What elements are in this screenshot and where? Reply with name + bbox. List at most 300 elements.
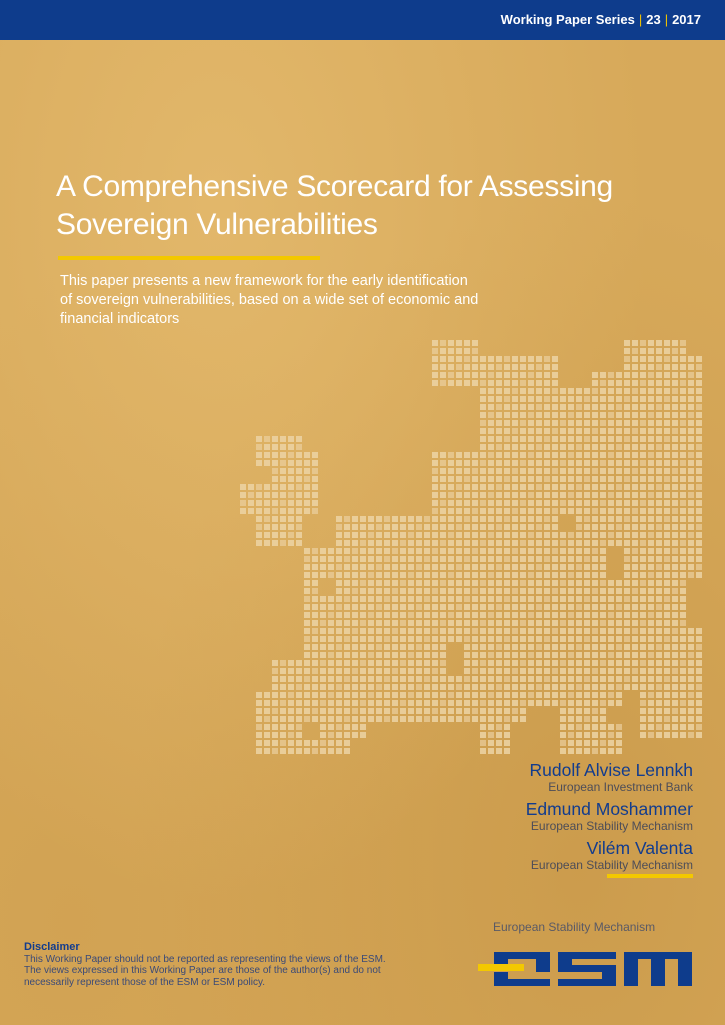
map-dot	[648, 596, 654, 602]
map-dot	[680, 348, 686, 354]
map-dot	[456, 380, 462, 386]
map-dot	[400, 604, 406, 610]
map-dot	[592, 740, 598, 746]
map-dot	[648, 428, 654, 434]
map-dot	[672, 380, 678, 386]
map-dot	[368, 620, 374, 626]
map-dot	[520, 676, 526, 682]
map-dot	[688, 468, 694, 474]
map-dot	[352, 636, 358, 642]
map-dot	[576, 452, 582, 458]
map-dot	[568, 708, 574, 714]
map-dot	[536, 636, 542, 642]
map-dot	[304, 492, 310, 498]
map-dot	[344, 636, 350, 642]
map-dot	[360, 708, 366, 714]
map-dot	[472, 692, 478, 698]
map-dot	[672, 620, 678, 626]
map-dot	[536, 660, 542, 666]
map-dot	[696, 364, 702, 370]
map-dot	[696, 684, 702, 690]
map-dot	[464, 468, 470, 474]
map-dot	[632, 580, 638, 586]
map-dot	[624, 676, 630, 682]
map-dot	[384, 588, 390, 594]
map-dot	[624, 428, 630, 434]
map-dot	[520, 460, 526, 466]
map-dot	[336, 740, 342, 746]
map-dot	[632, 548, 638, 554]
map-dot	[640, 396, 646, 402]
map-dot	[432, 668, 438, 674]
map-dot	[568, 476, 574, 482]
map-dot	[520, 356, 526, 362]
map-dot	[504, 724, 510, 730]
map-dot	[408, 556, 414, 562]
map-dot	[576, 564, 582, 570]
map-dot	[592, 588, 598, 594]
map-dot	[688, 684, 694, 690]
map-dot	[400, 636, 406, 642]
map-dot	[680, 364, 686, 370]
map-dot	[432, 500, 438, 506]
map-dot	[680, 580, 686, 586]
map-dot	[456, 348, 462, 354]
map-dot	[288, 692, 294, 698]
map-dot	[584, 500, 590, 506]
map-dot	[680, 684, 686, 690]
map-dot	[384, 564, 390, 570]
map-dot	[640, 404, 646, 410]
map-dot	[568, 604, 574, 610]
map-dot	[424, 548, 430, 554]
map-dot	[296, 500, 302, 506]
map-dot	[688, 412, 694, 418]
map-dot	[528, 388, 534, 394]
map-dot	[696, 716, 702, 722]
map-dot	[640, 412, 646, 418]
map-dot	[616, 628, 622, 634]
map-dot	[568, 564, 574, 570]
map-dot	[656, 644, 662, 650]
map-dot	[472, 460, 478, 466]
map-dot	[440, 508, 446, 514]
map-dot	[616, 700, 622, 706]
map-dot	[672, 628, 678, 634]
map-dot	[456, 356, 462, 362]
map-dot	[672, 484, 678, 490]
map-dot	[696, 476, 702, 482]
map-dot	[280, 500, 286, 506]
map-dot	[536, 532, 542, 538]
map-dot	[352, 628, 358, 634]
map-dot	[592, 612, 598, 618]
map-dot	[672, 476, 678, 482]
map-dot	[304, 548, 310, 554]
map-dot	[520, 524, 526, 530]
map-dot	[336, 748, 342, 754]
map-dot	[696, 436, 702, 442]
map-dot	[336, 684, 342, 690]
map-dot	[648, 684, 654, 690]
map-dot	[680, 556, 686, 562]
map-dot	[536, 652, 542, 658]
map-dot	[360, 556, 366, 562]
map-dot	[304, 740, 310, 746]
map-dot	[368, 700, 374, 706]
map-dot	[392, 532, 398, 538]
map-dot	[480, 476, 486, 482]
map-dot	[400, 596, 406, 602]
map-dot	[456, 508, 462, 514]
map-dot	[528, 396, 534, 402]
map-dot	[680, 612, 686, 618]
map-dot	[664, 612, 670, 618]
map-dot	[656, 436, 662, 442]
map-dot	[688, 428, 694, 434]
map-dot	[688, 524, 694, 530]
map-dot	[640, 380, 646, 386]
map-dot	[552, 532, 558, 538]
map-dot	[592, 396, 598, 402]
map-dot	[320, 748, 326, 754]
map-dot	[424, 556, 430, 562]
map-dot	[680, 340, 686, 346]
map-dot	[584, 580, 590, 586]
map-dot	[496, 524, 502, 530]
map-dot	[280, 684, 286, 690]
map-dot	[584, 484, 590, 490]
map-dot	[448, 564, 454, 570]
map-dot	[624, 604, 630, 610]
map-dot	[520, 508, 526, 514]
map-dot	[560, 724, 566, 730]
map-dot	[688, 388, 694, 394]
map-dot	[544, 700, 550, 706]
map-dot	[432, 588, 438, 594]
map-dot	[576, 684, 582, 690]
map-dot	[496, 404, 502, 410]
map-dot	[560, 580, 566, 586]
author-list	[526, 760, 693, 877]
map-dot	[448, 556, 454, 562]
map-dot	[576, 572, 582, 578]
map-dot	[256, 748, 262, 754]
map-dot	[544, 540, 550, 546]
map-dot	[352, 692, 358, 698]
map-dot	[632, 388, 638, 394]
map-dot	[288, 516, 294, 522]
map-dot	[616, 460, 622, 466]
map-dot	[392, 564, 398, 570]
map-dot	[432, 532, 438, 538]
dotted-europe-map-icon	[240, 340, 710, 770]
map-dot	[488, 684, 494, 690]
map-dot	[568, 396, 574, 402]
map-dot	[672, 548, 678, 554]
map-dot	[504, 484, 510, 490]
map-dot	[416, 564, 422, 570]
map-dot	[640, 340, 646, 346]
map-dot	[472, 468, 478, 474]
map-dot	[472, 676, 478, 682]
map-dot	[600, 452, 606, 458]
map-dot	[440, 340, 446, 346]
map-dot	[456, 468, 462, 474]
map-dot	[544, 668, 550, 674]
map-dot	[680, 532, 686, 538]
map-dot	[696, 668, 702, 674]
map-dot	[552, 492, 558, 498]
map-dot	[320, 604, 326, 610]
map-dot	[696, 660, 702, 666]
map-dot	[520, 644, 526, 650]
map-dot	[472, 628, 478, 634]
map-dot	[272, 468, 278, 474]
map-dot	[680, 492, 686, 498]
map-dot	[600, 484, 606, 490]
map-dot	[640, 364, 646, 370]
map-dot	[368, 596, 374, 602]
map-dot	[552, 588, 558, 594]
map-dot	[640, 564, 646, 570]
map-dot	[312, 556, 318, 562]
map-dot	[584, 660, 590, 666]
map-dot	[664, 444, 670, 450]
map-dot	[640, 444, 646, 450]
map-dot	[296, 444, 302, 450]
map-dot	[696, 508, 702, 514]
map-dot	[416, 556, 422, 562]
map-dot	[488, 660, 494, 666]
map-dot	[664, 508, 670, 514]
map-dot	[624, 460, 630, 466]
map-dot	[656, 356, 662, 362]
map-dot	[336, 636, 342, 642]
map-dot	[408, 604, 414, 610]
map-dot	[592, 700, 598, 706]
map-dot	[664, 620, 670, 626]
map-dot	[256, 516, 262, 522]
map-dot	[576, 556, 582, 562]
map-dot	[640, 716, 646, 722]
map-dot	[600, 700, 606, 706]
map-dot	[296, 668, 302, 674]
map-dot	[480, 684, 486, 690]
map-dot	[344, 732, 350, 738]
map-dot	[608, 388, 614, 394]
map-dot	[632, 476, 638, 482]
map-dot	[304, 748, 310, 754]
map-dot	[592, 444, 598, 450]
map-dot	[496, 572, 502, 578]
map-dot	[488, 588, 494, 594]
map-dot	[360, 596, 366, 602]
map-dot	[696, 460, 702, 466]
map-dot	[448, 700, 454, 706]
map-dot	[456, 572, 462, 578]
map-dot	[264, 708, 270, 714]
map-dot	[496, 588, 502, 594]
map-dot	[352, 676, 358, 682]
map-dot	[680, 444, 686, 450]
map-dot	[360, 620, 366, 626]
map-dot	[656, 404, 662, 410]
map-dot	[536, 388, 542, 394]
map-dot	[576, 468, 582, 474]
map-dot	[368, 524, 374, 530]
map-dot	[376, 620, 382, 626]
map-dot	[392, 700, 398, 706]
map-dot	[544, 492, 550, 498]
map-dot	[360, 652, 366, 658]
map-dot	[536, 500, 542, 506]
map-dot	[456, 604, 462, 610]
map-dot	[696, 380, 702, 386]
map-dot	[456, 556, 462, 562]
map-dot	[552, 676, 558, 682]
map-dot	[440, 700, 446, 706]
map-dot	[552, 436, 558, 442]
map-dot	[504, 356, 510, 362]
map-dot	[576, 692, 582, 698]
map-dot	[512, 508, 518, 514]
map-dot	[424, 628, 430, 634]
map-dot	[344, 596, 350, 602]
map-dot	[280, 492, 286, 498]
map-dot	[648, 396, 654, 402]
map-dot	[384, 620, 390, 626]
map-dot	[256, 484, 262, 490]
map-dot	[288, 436, 294, 442]
map-dot	[328, 724, 334, 730]
map-dot	[656, 412, 662, 418]
map-dot	[520, 452, 526, 458]
map-dot	[416, 684, 422, 690]
map-dot	[488, 412, 494, 418]
map-dot	[680, 468, 686, 474]
map-dot	[544, 636, 550, 642]
map-dot	[656, 724, 662, 730]
map-dot	[464, 508, 470, 514]
map-dot	[440, 524, 446, 530]
map-dot	[456, 596, 462, 602]
map-dot	[584, 436, 590, 442]
map-dot	[448, 540, 454, 546]
map-dot	[696, 484, 702, 490]
map-dot	[320, 564, 326, 570]
map-dot	[464, 540, 470, 546]
map-dot	[504, 516, 510, 522]
map-dot	[544, 452, 550, 458]
map-dot	[472, 700, 478, 706]
map-dot	[448, 500, 454, 506]
map-dot	[472, 532, 478, 538]
map-dot	[504, 596, 510, 602]
map-dot	[600, 636, 606, 642]
map-dot	[584, 516, 590, 522]
map-dot	[280, 708, 286, 714]
map-dot	[600, 436, 606, 442]
map-dot	[312, 492, 318, 498]
map-dot	[408, 652, 414, 658]
map-dot	[312, 708, 318, 714]
map-dot	[416, 708, 422, 714]
map-dot	[376, 556, 382, 562]
map-dot	[584, 716, 590, 722]
map-dot	[384, 684, 390, 690]
map-dot	[344, 516, 350, 522]
map-dot	[496, 556, 502, 562]
map-dot	[488, 620, 494, 626]
map-dot	[416, 700, 422, 706]
map-dot	[320, 652, 326, 658]
map-dot	[368, 636, 374, 642]
map-dot	[640, 572, 646, 578]
map-dot	[328, 700, 334, 706]
map-dot	[392, 668, 398, 674]
map-dot	[592, 436, 598, 442]
map-dot	[480, 508, 486, 514]
map-dot	[664, 388, 670, 394]
map-dot	[456, 492, 462, 498]
map-dot	[656, 468, 662, 474]
map-dot	[560, 388, 566, 394]
map-dot	[512, 636, 518, 642]
map-dot	[584, 492, 590, 498]
map-dot	[648, 460, 654, 466]
map-dot	[520, 420, 526, 426]
map-dot	[512, 604, 518, 610]
map-dot	[512, 652, 518, 658]
map-dot	[520, 364, 526, 370]
map-dot	[648, 500, 654, 506]
map-dot	[520, 372, 526, 378]
map-dot	[464, 596, 470, 602]
map-dot	[400, 564, 406, 570]
map-dot	[376, 612, 382, 618]
map-dot	[664, 540, 670, 546]
map-dot	[504, 628, 510, 634]
map-dot	[512, 468, 518, 474]
map-dot	[336, 604, 342, 610]
map-dot	[568, 588, 574, 594]
map-dot	[624, 444, 630, 450]
map-dot	[296, 740, 302, 746]
map-dot	[664, 596, 670, 602]
map-dot	[624, 628, 630, 634]
map-dot	[296, 508, 302, 514]
map-dot	[688, 460, 694, 466]
map-dot	[552, 572, 558, 578]
map-dot	[584, 604, 590, 610]
map-dot	[256, 732, 262, 738]
map-dot	[272, 444, 278, 450]
map-dot	[496, 548, 502, 554]
map-dot	[584, 676, 590, 682]
map-dot	[656, 492, 662, 498]
map-dot	[664, 484, 670, 490]
map-dot	[536, 508, 542, 514]
map-dot	[576, 492, 582, 498]
map-dot	[696, 700, 702, 706]
map-dot	[472, 348, 478, 354]
map-dot	[424, 516, 430, 522]
map-dot	[464, 628, 470, 634]
map-dot	[568, 620, 574, 626]
map-dot	[280, 660, 286, 666]
map-dot	[488, 628, 494, 634]
